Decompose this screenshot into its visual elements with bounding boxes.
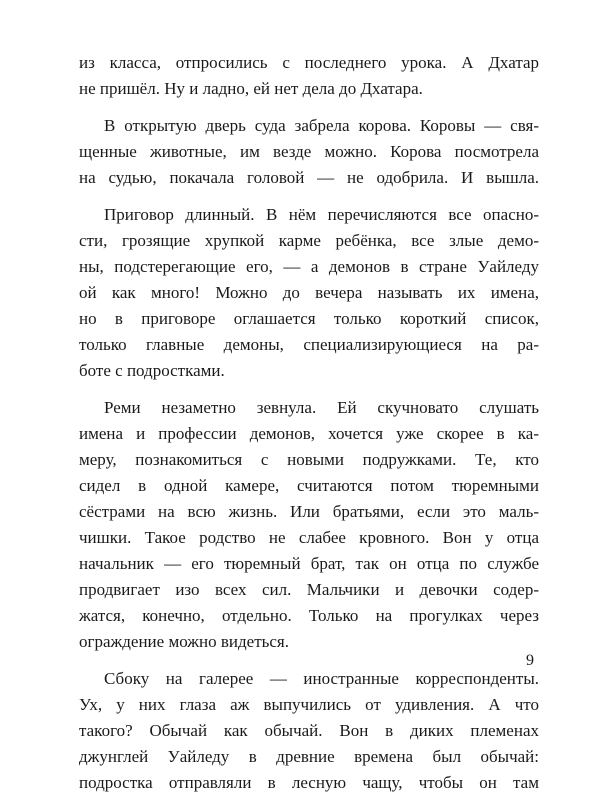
text-line: боте с подростками.: [79, 361, 225, 380]
text-line: ой как много! Можно до вечера называть их имена,: [79, 283, 539, 302]
text-line: имена и профессии демонов, хочется уже скорее в ка-: [79, 424, 539, 443]
text-line: джунглей Уайледу в древние времена был обычай:: [79, 747, 539, 766]
paragraph-2: [79, 113, 539, 191]
paragraph-1: [79, 50, 539, 102]
paragraph-4: [79, 395, 539, 655]
text-line: сёстрами на всю жизнь. Или братьями, если это маль-: [79, 502, 539, 521]
text-line: но в приговоре оглашается только короткий список,: [79, 309, 539, 328]
text-line: начальник — его тюремный брат, так он отца по службе: [79, 554, 539, 573]
text-line: щенные животные, им везде можно. Корова посмотрела: [79, 142, 539, 161]
text-line: ны, подстерегающие его, — а демонов в стране Уайледу: [79, 257, 539, 276]
text-line: Сбоку на галерее — иностранные корреспонденты.: [104, 669, 539, 688]
text-line: жатся, конечно, отдельно. Только на прогулках через: [79, 606, 539, 625]
text-line: из класса, отпросились с последнего урока. А Дхатар: [79, 53, 539, 72]
text-line: сти, грозящие хрупкой карме ребёнка, все злые демо-: [79, 231, 539, 250]
text-line: Реми незаметно зевнула. Ей скучновато слушать: [104, 398, 539, 417]
text-line: В открытую дверь суда забрела корова. Коровы — свя-: [104, 116, 539, 135]
paragraph-3: [79, 202, 539, 384]
text-line: Приговор длинный. В нём перечисляются все опасно-: [104, 205, 539, 224]
body-text: [79, 50, 539, 807]
page-number-text: 9: [526, 652, 534, 669]
text-line: подростка отправляли в лесную чащу, чтобы он там: [79, 773, 539, 792]
text-line: сидел в одной камере, считаются потом тюремными: [79, 476, 539, 495]
text-line: Ух, у них глаза аж выпучились от удивления. А что: [79, 695, 539, 714]
text-line: меру, познакомиться с новыми подружками. Те, кто: [79, 450, 539, 469]
text-line: такого? Обычай как обычай. Вон в диких племенах: [79, 721, 539, 740]
text-line: чишки. Такое родство не слабее кровного. Вон у отца: [79, 528, 539, 547]
paragraph-5: [79, 666, 539, 796]
text-line: не пришёл. Ну и ладно, ей нет дела до Дхатара.: [79, 79, 423, 98]
text-line: продвигает изо всех сил. Мальчики и девочки содер-: [79, 580, 539, 599]
text-line: на судью, покачала головой — не одобрила. И вышла.: [79, 168, 539, 187]
text-line: ограждение можно видеться.: [79, 632, 289, 651]
text-line: только главные демоны, специализирующиеся на ра-: [79, 335, 539, 354]
